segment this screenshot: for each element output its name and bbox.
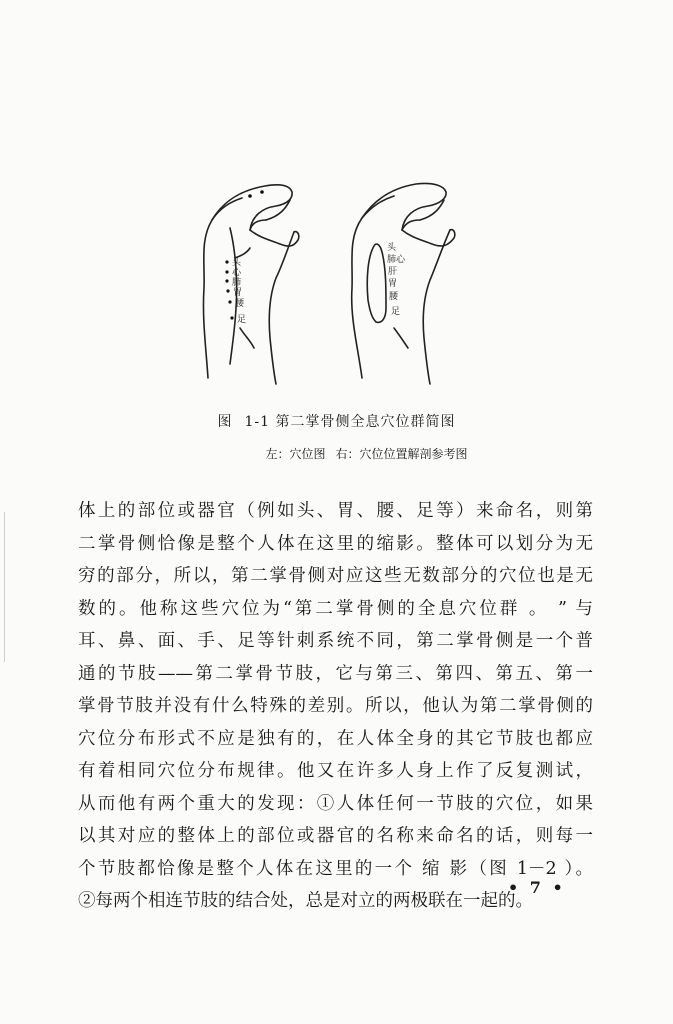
left-label-waist: 腰 [235, 299, 245, 309]
figure-caption-title [0, 411, 673, 431]
right-hand-labels [387, 241, 406, 317]
body-line: 掌骨节肢并没有什么特殊的差别。所以，他认为第二掌骨侧的 [78, 696, 593, 716]
body-line: 穷的部分，所以，第二掌骨侧对应这些无数部分的穴位也是无 [78, 566, 593, 586]
figure-word: 图 [217, 414, 233, 430]
right-label-stomach: 胃 [388, 279, 398, 289]
body-line: 以其对应的整体上的部位或器官的名称来命名的话，则每一 [78, 826, 593, 846]
body-line: ②每两个相连节肢的结合处，总是对立的两极联在一起的。 [78, 891, 533, 911]
right-label-foot: 足 [391, 307, 401, 317]
left-label-stomach: 胃 [233, 288, 243, 298]
body-line: 二掌骨侧恰像是整个人体在这里的缩影。整体可以划分为无 [78, 533, 593, 554]
right-label-head: 头 [387, 243, 397, 253]
acupoint-dot [260, 190, 264, 194]
acupoint-dot [228, 300, 231, 303]
left-label-heart: 心 [232, 268, 242, 278]
body-paragraph [78, 495, 593, 918]
acupoint-dot [226, 289, 229, 292]
left-label-foot: 足 [237, 315, 247, 325]
body-line: 体上的部位或器官（例如头、胃、腰、足等）来命名，则第 [78, 501, 593, 521]
left-hand-points [225, 190, 263, 319]
right-label-lung-heart: 肺心 [387, 255, 406, 265]
page-number: • 7 • [508, 878, 566, 897]
acupoint-dot [230, 316, 233, 319]
body-line: 耳、鼻、面、手、足等针刺系统不同，第二掌骨侧是一个普 [78, 631, 593, 651]
acupoint-dot [225, 270, 228, 273]
right-label-waist: 腰 [389, 292, 399, 302]
left-hand-labels [232, 256, 246, 325]
figure-caption-sub [0, 445, 673, 462]
acupoint-dot [248, 194, 252, 198]
body-line: 有着相同穴位分布规律。他又在许多人身上作了反复测试， [78, 761, 593, 781]
body-line: 通的节肢——第二掌骨节肢，它与第三、第四、第五、第一 [78, 663, 593, 684]
left-label-lung: 肺 [232, 278, 242, 288]
caption-right-desc: 右：穴位位置解剖参考图 [335, 447, 468, 461]
body-line: 从而他有两个重大的发现：①人体任何一节肢的穴位，如果 [78, 793, 593, 814]
right-hand-drawing [352, 183, 455, 384]
figure-title-text: 1-1 第二掌骨侧全息穴位群简图 [244, 414, 456, 430]
body-line: 穴位分布形式不应是独有的，在人体全身的其它节肢也都应 [78, 728, 593, 749]
body-line: 数的。他称这些穴位为“第二掌骨侧的全息穴位群 。 ” 与 [78, 598, 593, 619]
right-label-liver: 肝 [388, 267, 398, 277]
caption-left-desc: 左：穴位图 [265, 447, 326, 461]
acupoint-dot [225, 279, 228, 282]
left-label-head: 头 [232, 258, 242, 268]
body-line: 个节肢都恰像是整个人体在这里的一个 缩 影（图 1－2 ）。 [78, 858, 593, 879]
left-hand-drawing [203, 185, 298, 384]
scan-edge-mark [4, 512, 5, 662]
acupoint-dot [225, 260, 228, 263]
hand-acupoint-figure [190, 178, 490, 388]
